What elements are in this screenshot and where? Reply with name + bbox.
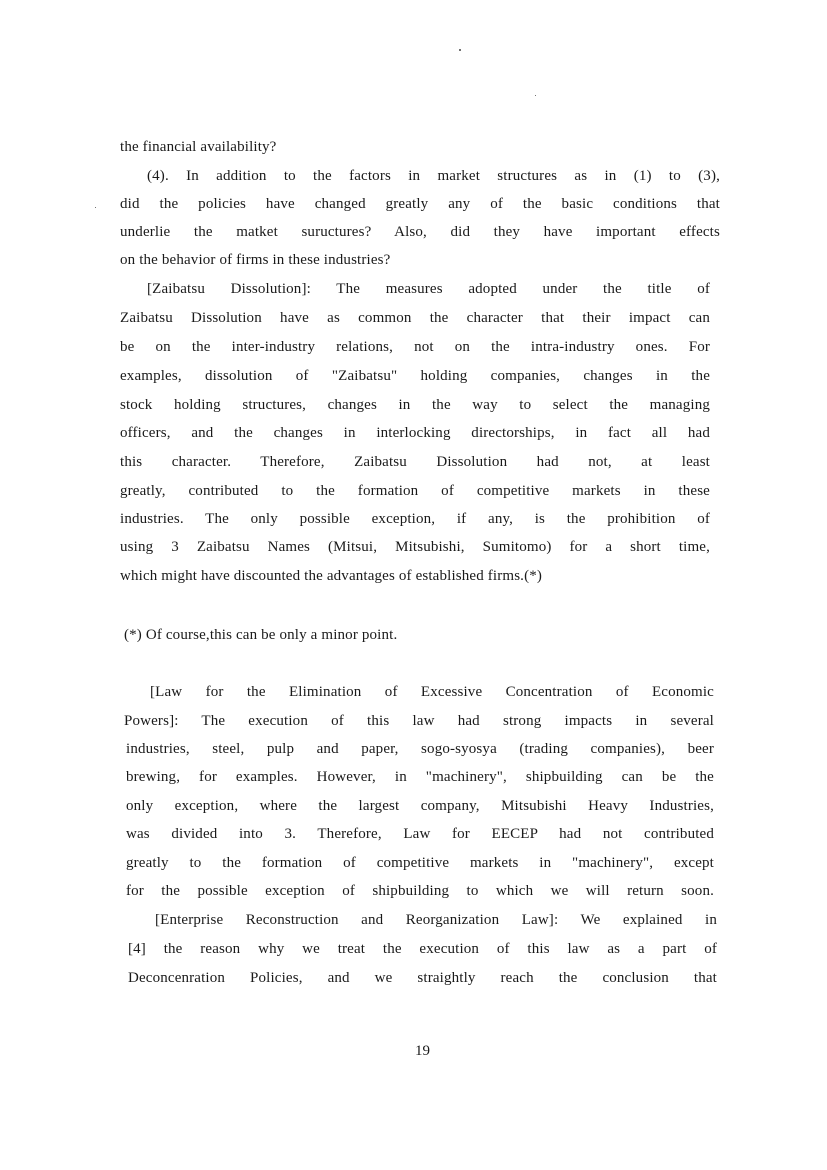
text-line: did the policies have changed greatly any of the basic conditions that — [120, 196, 720, 212]
text-line: only exception, where the largest company, Mitsubishi Heavy Industries, — [126, 798, 714, 814]
scan-speck — [535, 95, 536, 96]
text-line: be on the inter-industry relations, not on the intra-industry ones. For — [120, 339, 710, 355]
scan-speck — [459, 49, 461, 51]
text-line: industries. The only possible exception, if any, is the prohibition of — [120, 511, 710, 527]
text-line: greatly to the formation of competitive markets in "machinery", except — [126, 855, 714, 871]
text-line: officers, and the changes in interlocking directorships, in fact all had — [120, 425, 710, 441]
text-line: the financial availability? — [120, 139, 277, 155]
text-line: stock holding structures, changes in the way to select the managing — [120, 397, 710, 413]
text-line: on the behavior of firms in these industries? — [120, 252, 391, 268]
text-line: was divided into 3. Therefore, Law for EECEP had not contributed — [126, 826, 714, 842]
text-line: underlie the matket suructures? Also, did they have important effects — [120, 224, 720, 240]
text-line: for the possible exception of shipbuilding to which we will return soon. — [126, 883, 714, 899]
text-line: Deconcenration Policies, and we straightly reach the conclusion that — [128, 970, 717, 986]
scan-speck — [95, 207, 96, 208]
text-line: which might have discounted the advantages of established firms.(*) — [120, 568, 543, 584]
text-line: [4] the reason why we treat the execution of this law as a part of — [128, 941, 717, 957]
text-line: using 3 Zaibatsu Names (Mitsui, Mitsubishi, Sumitomo) for a short time, — [120, 539, 710, 555]
text-line: brewing, for examples. However, in "machinery", shipbuilding can be the — [126, 769, 714, 785]
text-line: greatly, contributed to the formation of competitive markets in these — [120, 483, 710, 499]
text-line: [Zaibatsu Dissolution]: The measures adopted under the title of — [147, 281, 710, 297]
text-line: this character. Therefore, Zaibatsu Dissolution had not, at least — [120, 454, 710, 470]
text-line: industries, steel, pulp and paper, sogo-syosya (trading companies), beer — [126, 741, 714, 757]
footnote: (*) Of course,this can be only a minor point. — [124, 627, 398, 643]
page-number: 19 — [415, 1043, 430, 1059]
text-line: examples, dissolution of "Zaibatsu" holding companies, changes in the — [120, 368, 710, 384]
text-line: [Law for the Elimination of Excessive Concentration of Economic — [150, 684, 714, 700]
text-line: Powers]: The execution of this law had strong impacts in several — [124, 713, 714, 729]
text-line: (4). In addition to the factors in market structures as in (1) to (3), — [147, 168, 720, 184]
text-line: Zaibatsu Dissolution have as common the character that their impact can — [120, 310, 710, 326]
text-line: [Enterprise Reconstruction and Reorganization Law]: We explained in — [155, 912, 717, 928]
